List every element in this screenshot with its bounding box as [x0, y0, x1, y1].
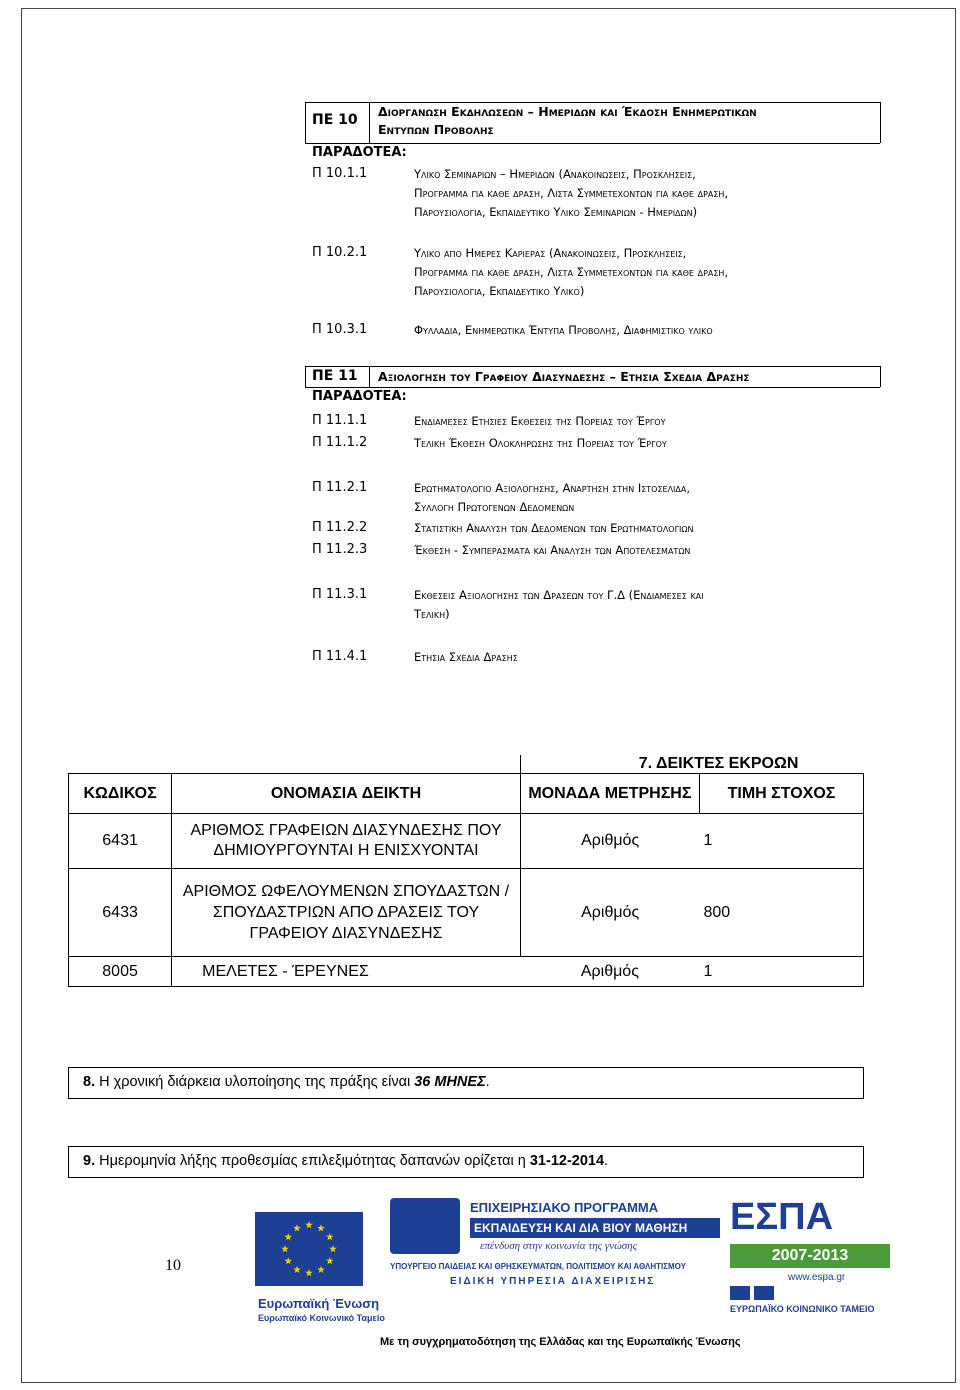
row-unit: Αριθμός — [520, 869, 699, 957]
deliverable-description: Ετησια Σχεδια Δρασης — [414, 650, 518, 664]
pe10-title-line2: Εντυπων Προβολης — [378, 122, 494, 137]
deliverable-description: Υλικο απο Ημερες Καριερας (Ανακοινωσεις, Προσκλησεις, Προγραμμα για καθε δραση, Λιστα Συμμετεχοντων για καθε δραση, Παρουσιολογια, Εκπαιδευτικο Υλικο) — [414, 246, 729, 298]
table-row — [69, 957, 864, 987]
espa-fund: ΕΥΡΩΠΑΪΚΟ ΚΟΙΝΩΝΙΚΟ ΤΑΜΕΙΟ — [730, 1304, 875, 1314]
row-unit: Αριθμός — [520, 814, 699, 869]
row-name: ΑΡΙΘΜΟΣ ΩΦΕΛΟΥΜΕΝΩΝ ΣΠΟΥΔΑΣΤΩΝ / ΣΠΟΥΔΑΣΤΡΙΩΝ ΑΠΟ ΔΡΑΣΕΙΣ ΤΟΥ ΓΡΑΦΕΙΟΥ ΔΙΑΣΥΝΔΕΣΗΣ — [172, 869, 521, 957]
eu-flag-icon — [255, 1212, 363, 1286]
deliverable-description: Έκθεση - Συμπερασματα και Αναλυση των Αποτελεσματων — [414, 543, 691, 557]
row-code: 8005 — [69, 957, 172, 987]
espa-url: www.espa.gr — [788, 1272, 846, 1283]
row-target: 800 — [699, 869, 863, 957]
deliverable-code: Π 11.2.1 — [312, 480, 368, 495]
pe10-label: ΠΕ 10 — [312, 112, 358, 128]
deliverable-code: Π 11.2.2 — [312, 520, 368, 535]
deliverable-code: Π 10.2.1 — [312, 245, 368, 260]
greek-flag-icon — [730, 1286, 750, 1300]
deliverable-description: Ερωτηματολογιο Αξιολογησης, Αναρτηση στην Ιστοσελιδα, Συλλογη Πρωτογενων Δεδομενων — [414, 481, 691, 514]
row-name: ΜΕΛΕΤΕΣ - ΈΡΕΥΝΕΣ — [172, 957, 521, 987]
deliverable-description: Εκθεσεις Αξιολογησης των Δρασεων του Γ.Δ (Ενδιαμεσες και Τελικη) — [414, 588, 704, 621]
pe11-bottom-rule — [305, 387, 880, 388]
deliverable-code: Π 11.3.1 — [312, 587, 368, 602]
row-code: 6431 — [69, 814, 172, 869]
col-name-header: ΟΝΟΜΑΣΙΑ ΔΕΙΚΤΗ — [172, 774, 521, 814]
ep-slogan: επένδυση στην κοινωνία της γνώσης — [480, 1240, 638, 1252]
pe10-paradotea: ΠΑΡΑΔΟΤΕΑ: — [312, 145, 407, 160]
tagline: Με τη συγχρηματοδότηση της Ελλάδας και της Ευρωπαϊκής Ένωσης — [380, 1336, 741, 1348]
pe11-right-rule — [880, 366, 881, 387]
deliverable-description: Στατιστικη Αναλυση των Δεδομενων των Ερωτηματολογιων — [414, 521, 694, 535]
pe11-title: Αξιολογηση του Γραφειου Διασυνδεσης – Ετησια Σχεδια Δρασης — [378, 369, 750, 384]
ep-line2: ΕΚΠΑΙΔΕΥΣΗ ΚΑΙ ΔΙΑ ΒΙΟΥ ΜΑΘΗΣΗ — [470, 1218, 720, 1238]
pe10-top-rule — [305, 102, 880, 103]
deliverable-code: Π 11.1.2 — [312, 435, 368, 450]
eu-fund: Ευρωπαϊκό Κοινωνικό Ταμείο — [258, 1313, 385, 1323]
deliverable-code: Π 10.1.1 — [312, 166, 368, 181]
row-code: 6433 — [69, 869, 172, 957]
eu-name: Ευρωπαϊκή Ένωση — [258, 1296, 380, 1311]
pe11-paradotea: ΠΑΡΑΔΟΤΕΑ: — [312, 389, 407, 404]
ep-line1: ΕΠΙΧΕΙΡΗΣΙΑΚΟ ΠΡΟΓΡΑΜΜΑ — [470, 1200, 659, 1215]
espa-years: 2007-2013 — [730, 1244, 890, 1268]
page-number: 10 — [165, 1257, 181, 1274]
row-unit: Αριθμός — [520, 957, 699, 987]
pe10-bottom-rule — [305, 143, 880, 144]
row-target: 1 — [699, 957, 863, 987]
deliverable-description: Φυλλαδια, Ενημερωτικα Έντυπα Προβολης, Διαφημιστικο υλικο — [414, 323, 713, 337]
pe11-left-rule — [305, 366, 306, 387]
espa-name: ΕΣΠΑ — [730, 1196, 834, 1238]
table-row — [69, 869, 864, 957]
col-code-header: ΚΩΔΙΚΟΣ — [69, 774, 172, 814]
col-target-header: ΤΙΜΗ ΣΤΟΧΟΣ — [699, 774, 863, 814]
ep-ministry: ΥΠΟΥΡΓΕΙΟ ΠΑΙΔΕΙΑΣ ΚΑΙ ΘΡΗΣΚΕΥΜΑΤΩΝ, ΠΟΛΙΤΙΣΜΟΥ ΚΑΙ ΑΘΛΗΤΙΣΜΟΥ — [390, 1262, 686, 1271]
row-name: ΑΡΙΘΜΟΣ ΓΡΑΦΕΙΩΝ ΔΙΑΣΥΝΔΕΣΗΣ ΠΟΥ ΔΗΜΙΟΥΡΓΟΥΝΤΑΙ Η ΕΝΙΣΧΥΟΝΤΑΙ — [172, 814, 521, 869]
indicators-heading: 7. ΔΕΙΚΤΕΣ ΕΚΡΟΩΝ — [638, 755, 799, 772]
pe11-label: ΠΕ 11 — [312, 368, 358, 384]
pe10-mid-rule — [369, 102, 370, 143]
deliverable-code: Π 11.4.1 — [312, 649, 368, 664]
pe11-top-rule — [305, 366, 880, 367]
indicators-table — [68, 755, 864, 987]
deadline-box: 9. Ημερομηνία λήξης προθεσμίας επιλεξιμότητας δαπανών ορίζεται η 31-12-2014. — [68, 1146, 864, 1178]
pe11-mid-rule — [369, 366, 370, 387]
duration-box: 8. Η χρονική διάρκεια υλοποίησης της πράξης είναι 36 ΜΗΝΕΣ. — [68, 1067, 864, 1099]
col-unit-header: ΜΟΝΑΔΑ ΜΕΤΡΗΣΗΣ — [520, 774, 699, 814]
deliverable-code: Π 10.3.1 — [312, 322, 368, 337]
eu-small-flag-icon — [754, 1286, 774, 1300]
deliverable-description: Υλικο Σεμιναριων – Ημεριδων (Ανακοινωσεις, Προσκλησεις, Προγραμμα για καθε δραση, Λιστα Συμμετεχοντων για καθε δραση, Παρουσιολογια, Εκπαιδευτικο Υλικο Σεμιναριων - Ημεριδων) — [414, 167, 729, 219]
deliverable-code: Π 11.2.3 — [312, 542, 368, 557]
ep-emblem-icon — [390, 1198, 460, 1254]
pe10-right-rule — [880, 102, 881, 143]
deliverable-code: Π 11.1.1 — [312, 413, 368, 428]
pe10-title-line1: Διοργανωση Εκδηλωσεων – Ημεριδων και Έκδοση Ενημερωτικων — [378, 104, 757, 119]
espa-logo — [728, 1196, 893, 1321]
deliverable-description: Τελικη Έκθεση Ολοκληρωσης της Πορειας του Έργου — [414, 436, 667, 450]
deliverable-description: Ενδιαμεσες Ετησιες Εκθεσεις της Πορειας του Έργου — [414, 414, 666, 428]
pe10-left-rule — [305, 102, 306, 143]
ep-agency: ΕΙΔΙΚΗ ΥΠΗΡΕΣΙΑ ΔΙΑΧΕΙΡΙΣΗΣ — [450, 1276, 656, 1287]
row-target: 1 — [699, 814, 863, 869]
ep-logo — [390, 1196, 722, 1292]
table-row — [69, 814, 864, 869]
